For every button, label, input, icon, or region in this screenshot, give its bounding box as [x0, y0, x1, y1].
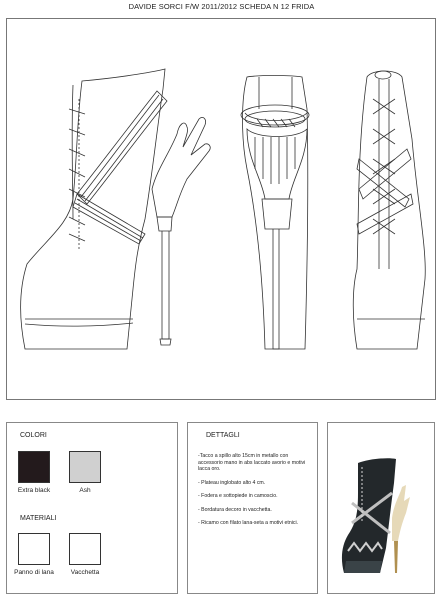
colori-heading: COLORI	[20, 432, 47, 439]
technical-drawing-panel	[6, 18, 436, 400]
back-view-drawing	[353, 71, 425, 349]
detail-item: - Ricamo con filato lana-seta a motivi etnici.	[198, 520, 299, 526]
details-panel	[187, 422, 318, 594]
colors-materials-panel	[6, 422, 178, 594]
dettagli-heading: DETTAGLI	[206, 432, 240, 439]
swatch-ash-label: Ash	[79, 487, 91, 494]
material-vacchetta	[69, 533, 101, 565]
details-list	[198, 453, 314, 534]
swatch-ash	[69, 451, 101, 483]
material-panno-di-lana-label: Panno di lana	[14, 569, 54, 576]
sheet-title: DAVIDE SORCI F/W 2011/2012 SCHEDA N 12 FRIDA	[128, 2, 315, 11]
boot-photo-illustration	[328, 423, 434, 593]
swatch-extra-black-label: Extra black	[17, 487, 51, 494]
detail-item: -Tacco a spillo alto 15cm in metallo con accessorio mano in abs laccato avorio e motivi lacca oro.	[198, 453, 306, 472]
materiali-heading: MATERIALI	[20, 515, 57, 522]
boot-technical-drawings	[7, 19, 437, 401]
side-view-drawing	[21, 69, 210, 349]
detail-item: - Plateau inglobato alto 4 cm.	[198, 479, 266, 486]
product-photo-panel	[327, 422, 435, 594]
front-view-drawing	[241, 76, 309, 350]
swatch-extra-black	[18, 451, 50, 483]
material-vacchetta-label: Vacchetta	[70, 569, 100, 576]
detail-item: - Bordatura decoro in vacchetta.	[198, 506, 272, 513]
detail-item: - Fodera e sottopiede in camoscio.	[198, 493, 278, 499]
material-panno-di-lana	[18, 533, 50, 565]
